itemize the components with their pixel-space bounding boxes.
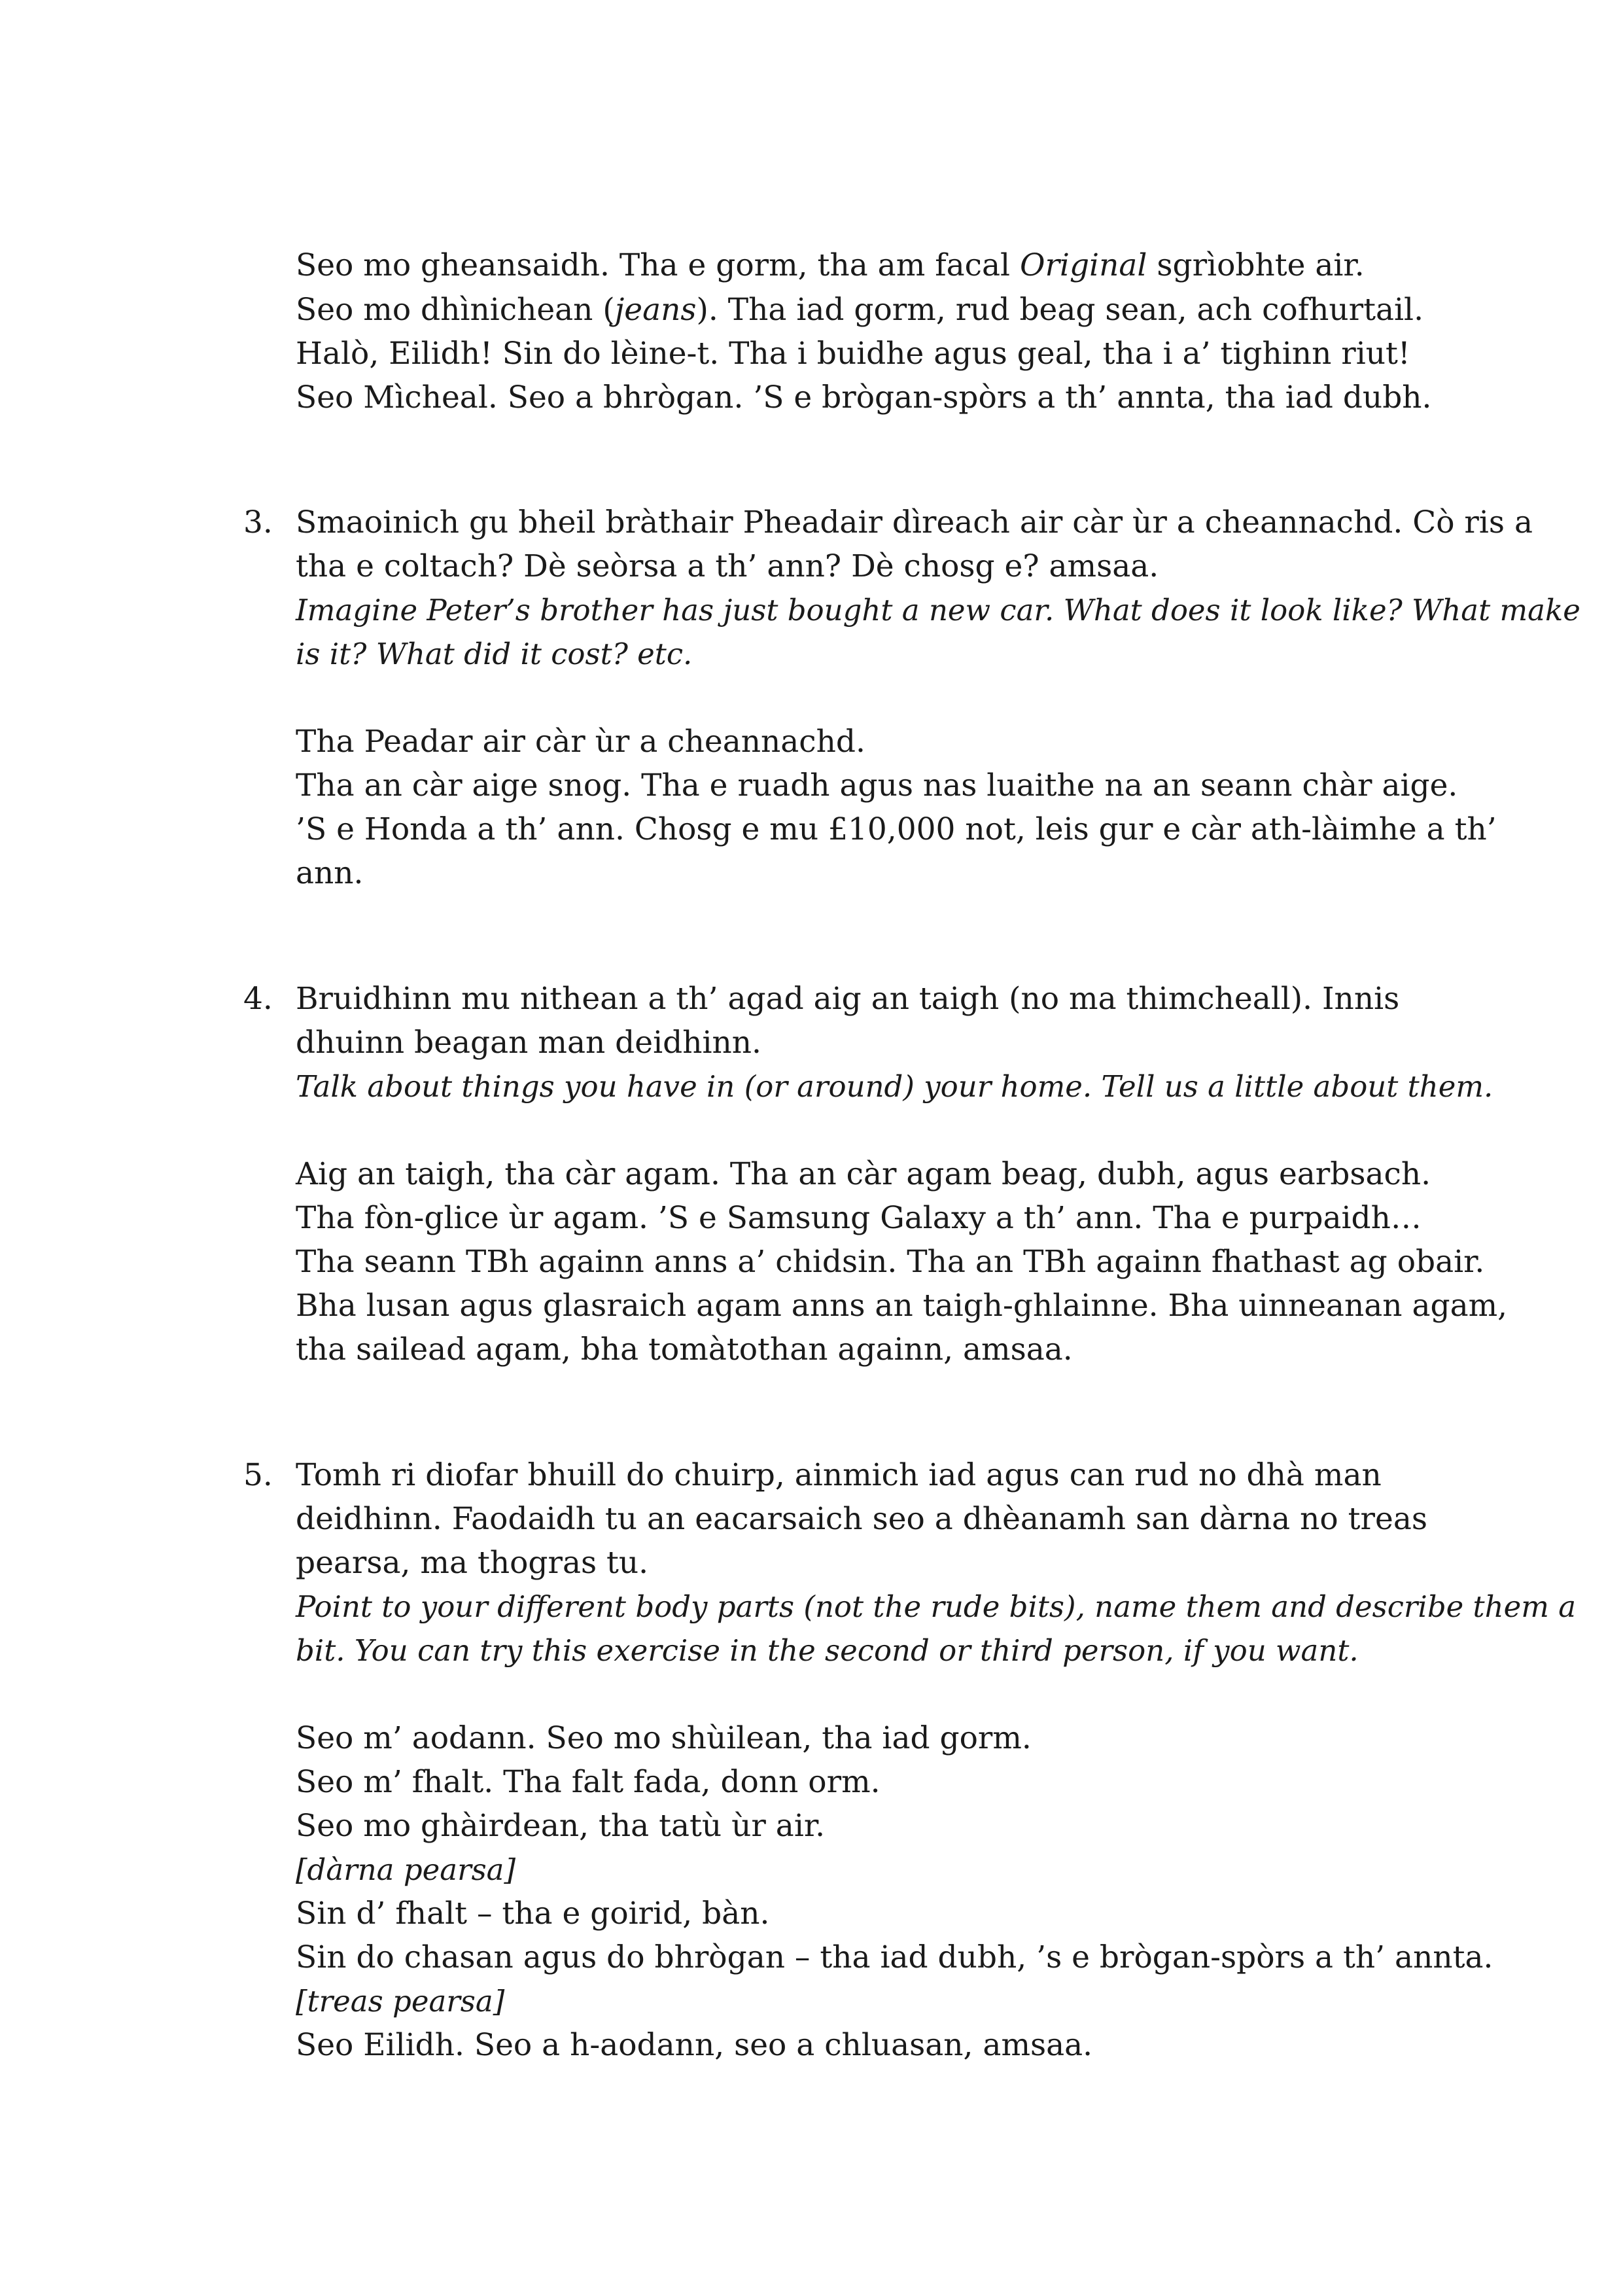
question-5-gaelic-line-2: deidhinn. Faodaidh tu an eacarsaich seo a dhèanamh san dàrna no treas [296, 1501, 1427, 1537]
question-5-answer-line-8: Seo Eilidh. Seo a h-aodann, seo a chluasan, amsaa. [296, 2027, 1093, 2063]
question-3-answer-line-4: ann. [296, 855, 364, 891]
intro-line-1-text-b: sgrìobhte air. [1147, 247, 1365, 283]
intro-line-2-text-a: Seo mo dhìnichean ( [296, 292, 615, 328]
question-3-answer-line-1: Tha Peadar air càr ùr a cheannachd. [296, 724, 865, 760]
intro-line-3: Halò, Eilidh! Sin do lèine-t. Tha i buidhe agus geal, tha i a’ tighinn riut! [296, 336, 1410, 372]
question-5-gaelic-line-1: Tomh ri diofar bhuill do chuirp, ainmich iad agus can rud no dhà man [296, 1457, 1382, 1493]
question-5-answer-line-2: Seo m’ fhalt. Tha falt fada, donn orm. [296, 1764, 881, 1800]
question-4-answer-line-4: Bha lusan agus glasraich agam anns an taigh-ghlainne. Bha uinneanan agam, [296, 1288, 1508, 1324]
question-3-answer-line-2: Tha an càr aige snog. Tha e ruadh agus nas luaithe na an seann chàr aige. [296, 768, 1458, 804]
intro-line-1-text-a: Seo mo gheansaidh. Tha e gorm, tha am facal [296, 247, 1020, 283]
question-3-number: 3. [243, 504, 273, 540]
intro-line-1 [296, 243, 1365, 288]
question-3-gaelic-line-1: Smaoinich gu bheil bràthair Pheadair dìreach air càr ùr a cheannachd. Cò ris a [296, 504, 1533, 540]
question-3-english-line-2: is it? What did it cost? etc. [296, 637, 693, 671]
question-5-gaelic-line-3: pearsa, ma thogras tu. [296, 1545, 649, 1581]
question-4-answer-line-5: tha sailead agam, bha tomàtothan againn, amsaa. [296, 1332, 1073, 1368]
intro-line-1-emphasis: Original [1019, 247, 1147, 283]
question-5-answer-line-1: Seo m’ aodann. Seo mo shùilean, tha iad gorm. [296, 1720, 1032, 1756]
question-4-gaelic-line-2: dhuinn beagan man deidhinn. [296, 1025, 761, 1061]
question-3-answer-line-3: ’S e Honda a th’ ann. Chosg e mu £10,000 not, leis gur e càr ath-làimhe a th’ [296, 811, 1497, 847]
intro-line-2 [296, 288, 1423, 332]
question-5-answer-line-5: Sin d’ fhalt – tha e goirid, bàn. [296, 1896, 770, 1932]
question-4-answer-line-2: Tha fòn-glice ùr agam. ’S e Samsung Galaxy a th’ ann. Tha e purpaidh… [296, 1200, 1422, 1236]
question-4-number: 4. [243, 981, 273, 1017]
question-4-gaelic-line-1: Bruidhinn mu nithean a th’ agad aig an taigh (no ma thimcheall). Innis [296, 981, 1400, 1017]
question-5-third-person-heading: [treas pearsa] [296, 1984, 505, 2019]
question-5-answer-line-6: Sin do chasan agus do bhrògan – tha iad dubh, ’s e brògan-spòrs a th’ annta. [296, 1939, 1493, 1975]
question-4-answer-line-3: Tha seann TBh againn anns a’ chidsin. Tha an TBh againn fhathast ag obair. [296, 1244, 1485, 1280]
question-3-gaelic-line-2: tha e coltach? Dè seòrsa a th’ ann? Dè chosg e? amsaa. [296, 548, 1159, 584]
question-3-english-line-1: Imagine Peter’s brother has just bought a new car. What does it look like? What make [296, 593, 1580, 627]
question-5-english-line-2: bit. You can try this exercise in the second or third person, if you want. [296, 1633, 1359, 1668]
question-5-answer-line-3: Seo mo ghàirdean, tha tatù ùr air. [296, 1808, 826, 1844]
intro-line-4: Seo Mìcheal. Seo a bhrògan. ’S e brògan-spòrs a th’ annta, tha iad dubh. [296, 380, 1432, 415]
intro-line-2-emphasis: jeans [614, 292, 697, 328]
question-4-answer-line-1: Aig an taigh, tha càr agam. Tha an càr agam beag, dubh, agus earbsach. [296, 1156, 1431, 1192]
question-4-english-line-1: Talk about things you have in (or around) your home. Tell us a little about them. [296, 1069, 1493, 1104]
question-5-second-person-heading: [dàrna pearsa] [296, 1852, 516, 1887]
question-5-number: 5. [243, 1457, 273, 1493]
intro-line-2-text-b: ). Tha iad gorm, rud beag sean, ach cofhurtail. [696, 292, 1424, 328]
question-5-english-line-1: Point to your different body parts (not the rude bits), name them and describe them a [296, 1589, 1577, 1624]
